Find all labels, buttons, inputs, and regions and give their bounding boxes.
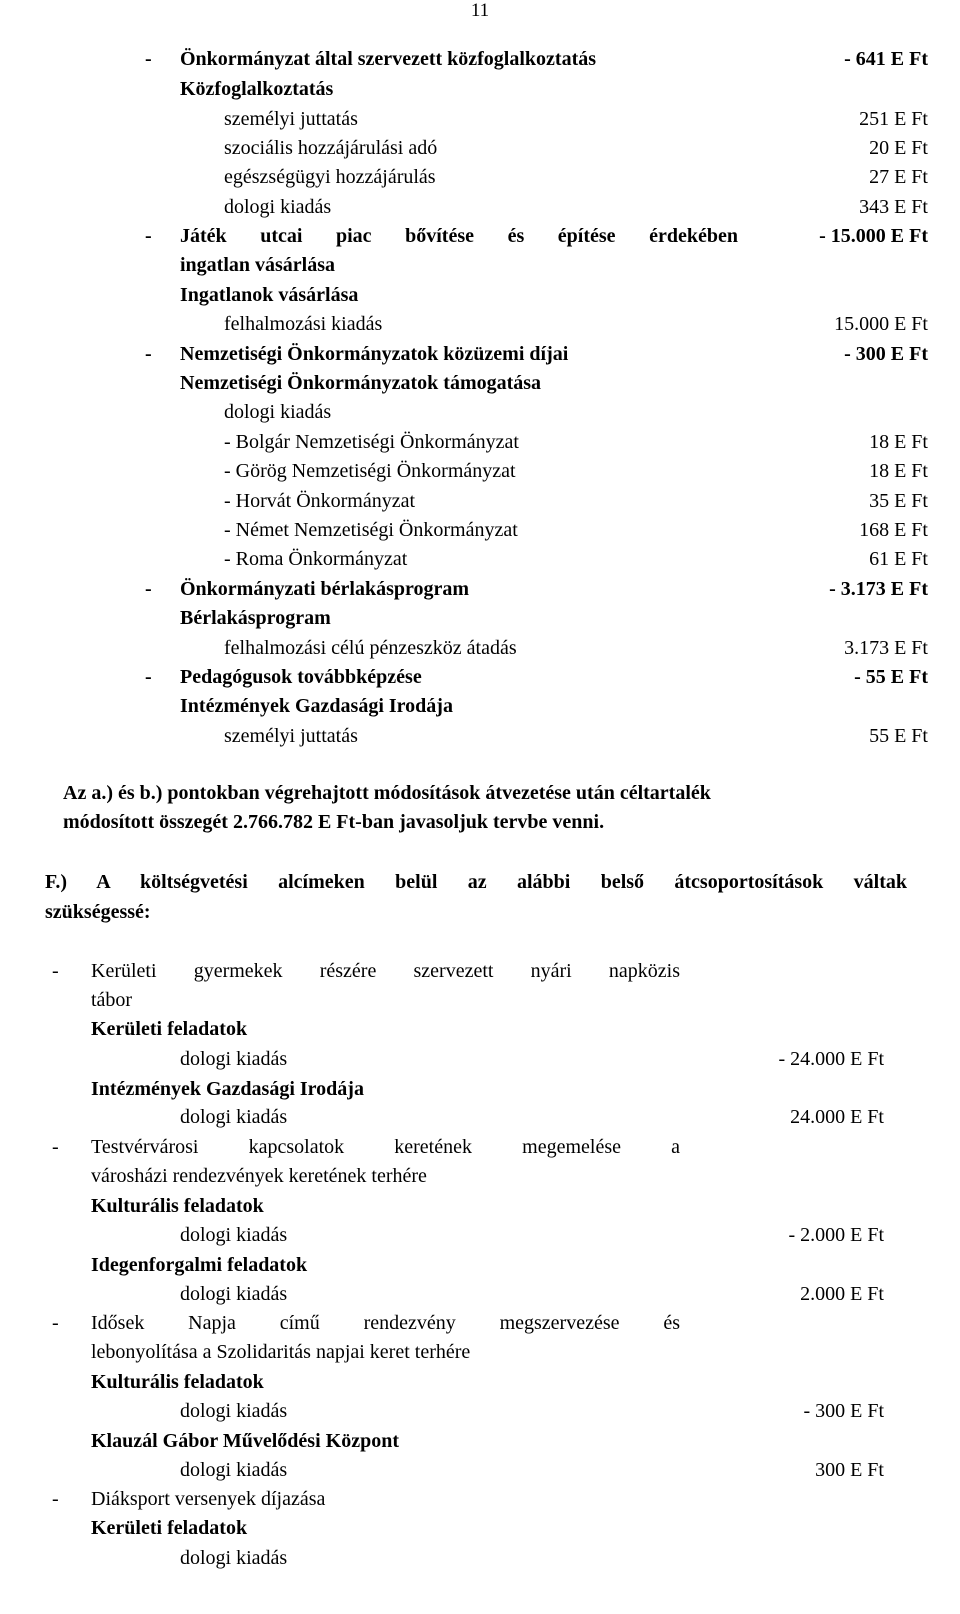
item-title: Kerületi feladatok: [91, 1018, 248, 1040]
item-amount: 2.000 E Ft: [800, 1283, 884, 1305]
item-label: egészségügyi hozzájárulás: [224, 166, 436, 188]
item-label: felhalmozási célú pénzeszköz átadás: [224, 637, 517, 659]
item-label: dologi kiadás: [180, 1224, 288, 1246]
item-label: dologi kiadás: [180, 1547, 288, 1569]
item-amount: - 55 E Ft: [854, 666, 928, 688]
item-label: Idősek Napja című rendezvény megszervezése és: [91, 1312, 680, 1334]
item-amount: - 300 E Ft: [844, 343, 928, 365]
item-amount: 251 E Ft: [859, 108, 928, 130]
item-label: tábor: [91, 989, 133, 1011]
item-amount: 35 E Ft: [869, 490, 928, 512]
item-label: dologi kiadás: [180, 1106, 288, 1128]
item-label: dologi kiadás: [180, 1400, 288, 1422]
item-amount: - 24.000 E Ft: [778, 1048, 884, 1070]
item-amount: 24.000 E Ft: [790, 1106, 884, 1128]
item-amount: - 300 E Ft: [803, 1400, 884, 1422]
item-label: lebonyolítása a Szolidaritás napjai keret terhére: [91, 1341, 471, 1363]
item-dash: -: [145, 48, 152, 70]
item-label: dologi kiadás: [224, 196, 332, 218]
item-title: Nemzetiségi Önkormányzatok támogatása: [180, 372, 542, 394]
summary-line: módosított összegét 2.766.782 E Ft-ban javasoljuk tervbe venni.: [63, 811, 605, 833]
item-amount: - 2.000 E Ft: [788, 1224, 884, 1246]
item-dash: -: [145, 225, 152, 247]
item-title: Intézmények Gazdasági Irodája: [180, 695, 453, 717]
item-label: dologi kiadás: [180, 1048, 288, 1070]
item-title: Játék utcai piac bővítése és építése érdekében: [180, 225, 738, 247]
item-amount: - 3.173 E Ft: [829, 578, 928, 600]
item-title: Intézmények Gazdasági Irodája: [91, 1078, 364, 1100]
item-label: szociális hozzájárulási adó: [224, 137, 438, 159]
item-label: dologi kiadás: [180, 1459, 288, 1481]
item-amount: 300 E Ft: [815, 1459, 884, 1481]
item-amount: 27 E Ft: [869, 166, 928, 188]
summary-line: Az a.) és b.) pontokban végrehajtott módosítások átvezetése után céltartalék: [63, 782, 711, 804]
item-amount: 18 E Ft: [869, 460, 928, 482]
item-dash: -: [52, 960, 59, 982]
item-title: Kulturális feladatok: [91, 1195, 264, 1217]
item-label: dologi kiadás: [224, 401, 332, 423]
item-label: személyi juttatás: [224, 725, 358, 747]
item-label: - Német Nemzetiségi Önkormányzat: [224, 519, 518, 541]
item-title: Kulturális feladatok: [91, 1371, 264, 1393]
item-title: Nemzetiségi Önkormányzatok közüzemi díjai: [180, 343, 569, 365]
item-amount: - 15.000 E Ft: [819, 225, 928, 247]
item-label: - Görög Nemzetiségi Önkormányzat: [224, 460, 516, 482]
item-amount: 61 E Ft: [869, 548, 928, 570]
item-title: Kerületi feladatok: [91, 1517, 248, 1539]
item-amount: 18 E Ft: [869, 431, 928, 453]
page-number: 11: [470, 0, 490, 21]
item-label: Diáksport versenyek díjazása: [91, 1488, 326, 1510]
item-label: - Bolgár Nemzetiségi Önkormányzat: [224, 431, 519, 453]
item-amount: 3.173 E Ft: [844, 637, 928, 659]
item-dash: -: [145, 578, 152, 600]
item-dash: -: [52, 1488, 59, 1510]
item-label: Testvérvárosi kapcsolatok keretének megemelése a: [91, 1136, 680, 1158]
item-amount: 168 E Ft: [859, 519, 928, 541]
item-dash: -: [52, 1136, 59, 1158]
section-heading: szükségessé:: [45, 901, 151, 923]
item-title: ingatlan vásárlása: [180, 254, 336, 276]
item-dash: -: [52, 1312, 59, 1334]
item-title: Önkormányzat által szervezett közfoglalkoztatás: [180, 48, 597, 70]
item-title: Bérlakásprogram: [180, 607, 331, 629]
item-label: - Horvát Önkormányzat: [224, 490, 416, 512]
item-amount: 15.000 E Ft: [834, 313, 928, 335]
item-title: Pedagógusok továbbképzése: [180, 666, 422, 688]
item-label: személyi juttatás: [224, 108, 358, 130]
item-title: Klauzál Gábor Művelődési Központ: [91, 1430, 399, 1452]
item-label: Kerületi gyermekek részére szervezett nyári napközis: [91, 960, 680, 982]
item-label: felhalmozási kiadás: [224, 313, 383, 335]
item-amount: 20 E Ft: [869, 137, 928, 159]
item-dash: -: [145, 666, 152, 688]
item-title: Ingatlanok vásárlása: [180, 284, 359, 306]
item-amount: 55 E Ft: [869, 725, 928, 747]
item-label: - Roma Önkormányzat: [224, 548, 408, 570]
item-title: Közfoglalkoztatás: [180, 78, 334, 100]
item-label: városházi rendezvények keretének terhére: [91, 1165, 427, 1187]
item-title: Idegenforgalmi feladatok: [91, 1254, 308, 1276]
item-dash: -: [145, 343, 152, 365]
item-amount: 343 E Ft: [859, 196, 928, 218]
section-heading: F.) A költségvetési alcímeken belül az alábbi belső átcsoportosítások váltak: [45, 871, 907, 893]
item-title: Önkormányzati bérlakásprogram: [180, 578, 470, 600]
item-label: dologi kiadás: [180, 1283, 288, 1305]
item-amount: - 641 E Ft: [844, 48, 928, 70]
